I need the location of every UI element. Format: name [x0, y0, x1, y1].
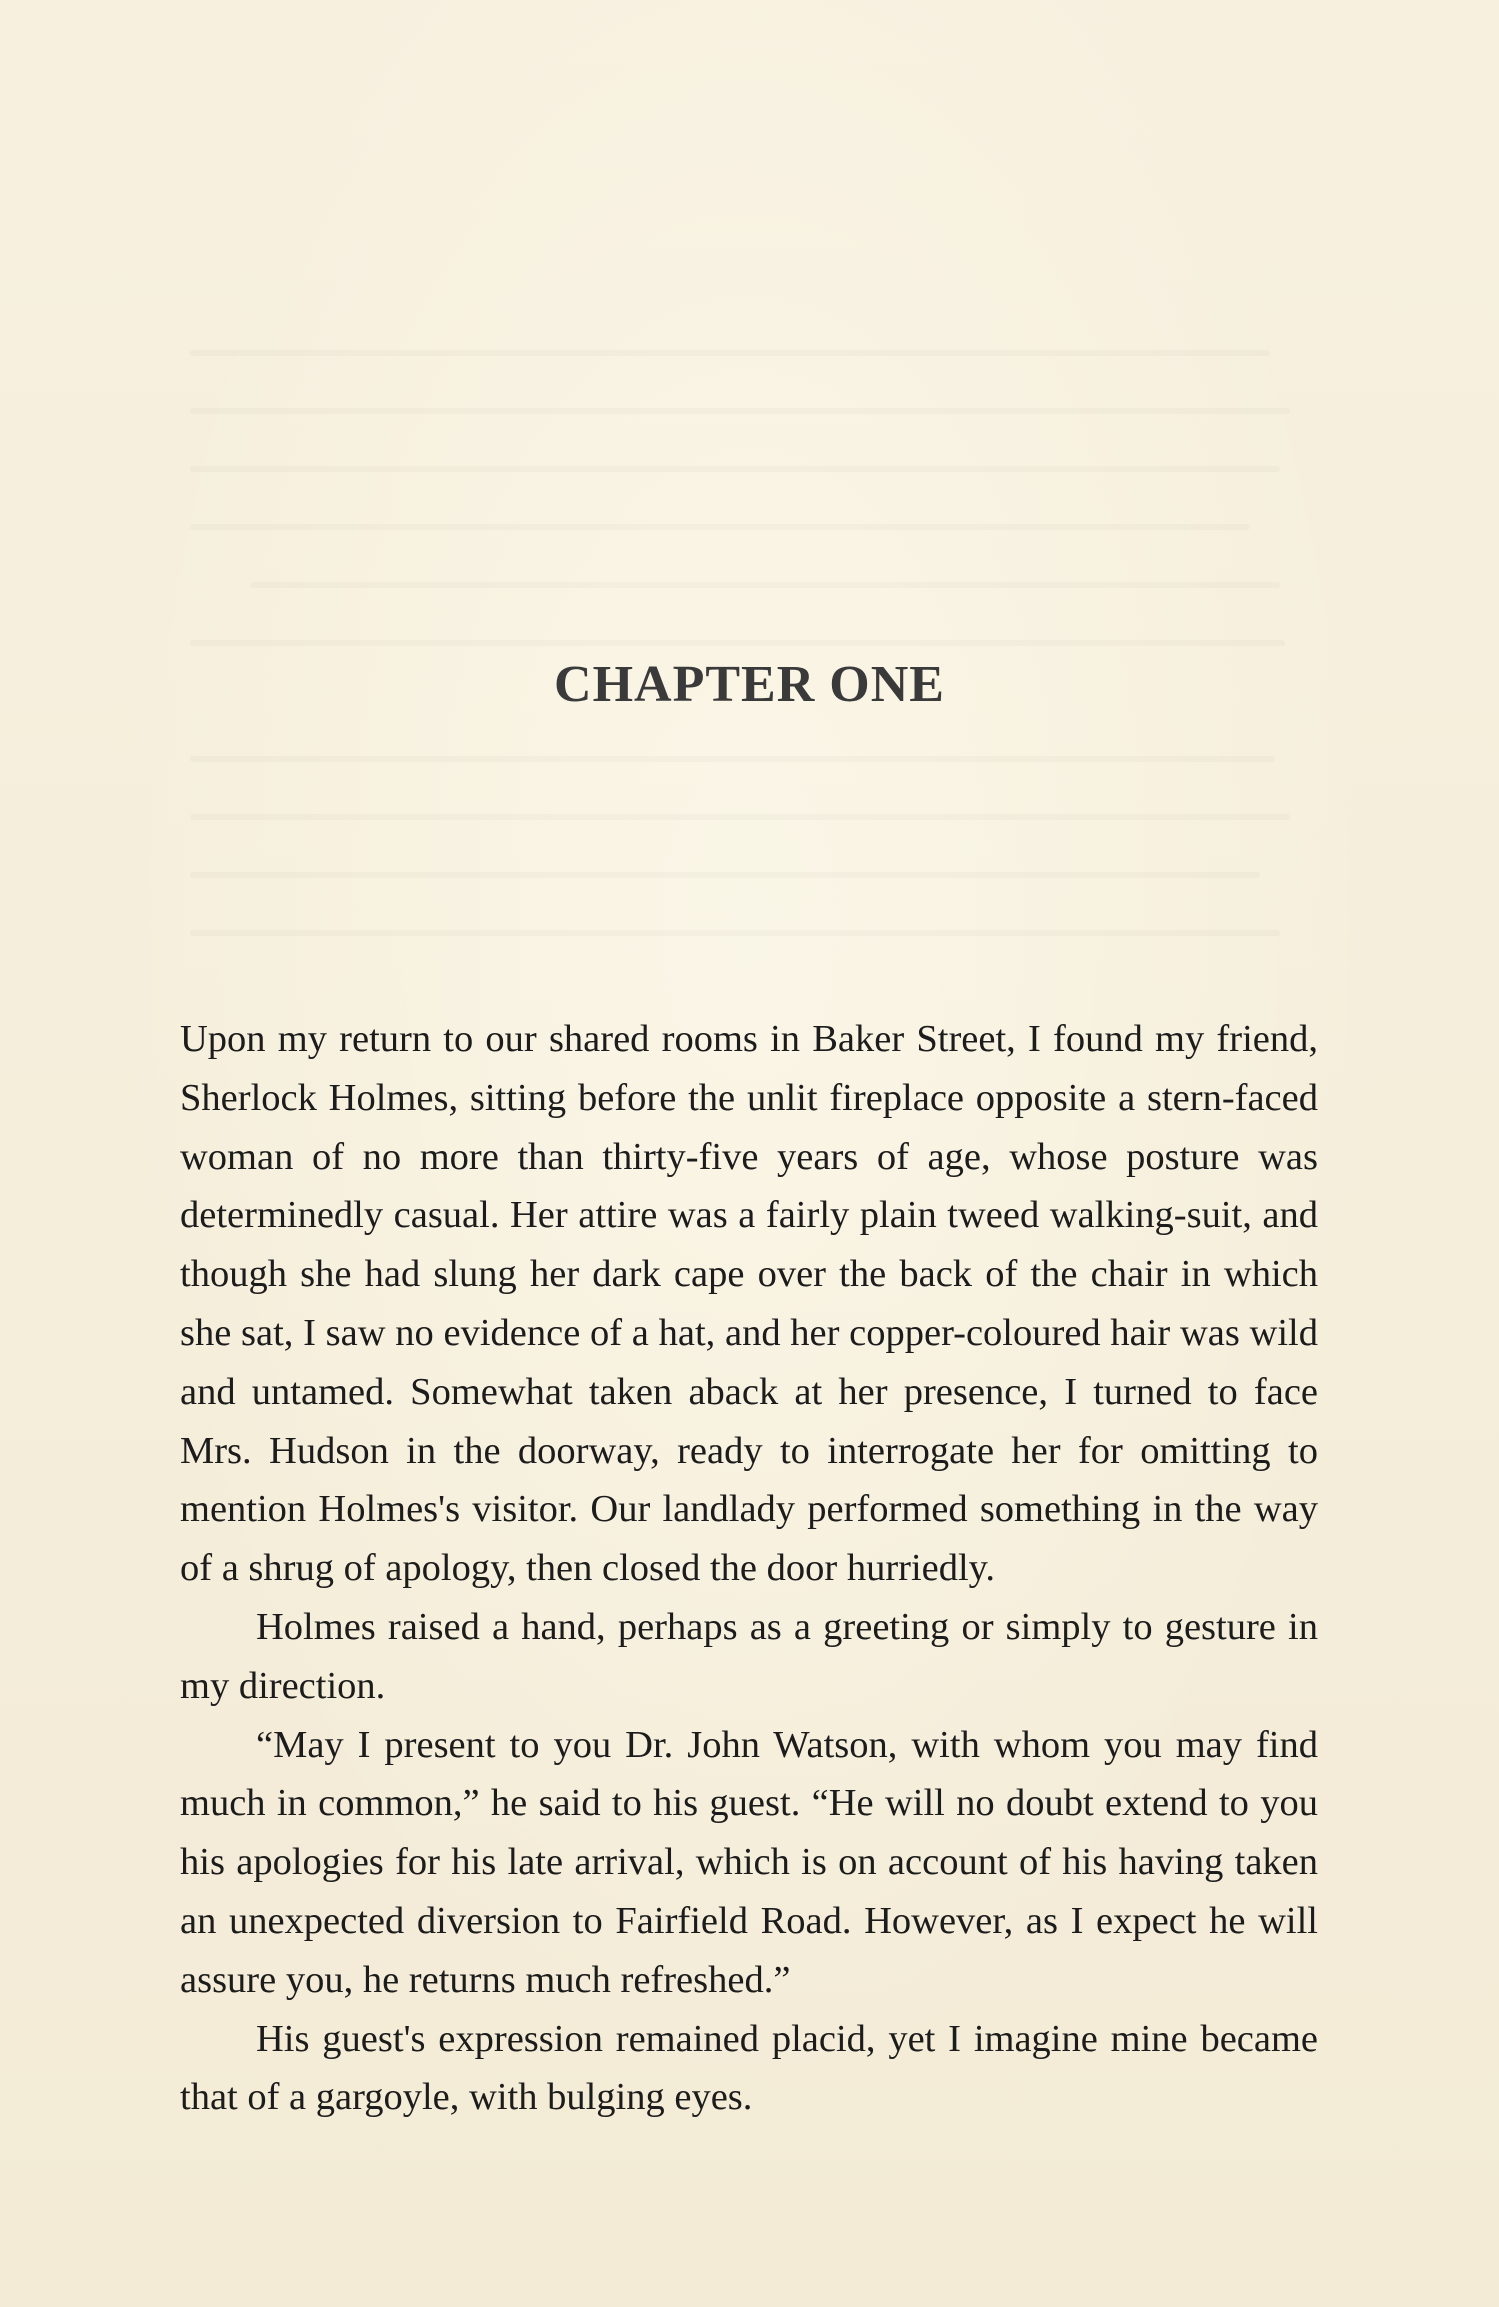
show-through-line: [190, 408, 1290, 414]
show-through-line: [190, 872, 1260, 878]
show-through-line: [250, 582, 1280, 588]
show-through-line: [190, 466, 1280, 472]
show-through-line: [190, 350, 1270, 356]
paragraph: Holmes raised a hand, perhaps as a greeting or simply to gesture in my direction.: [180, 1605, 1318, 1707]
show-through-line: [190, 640, 1285, 646]
chapter-body: [180, 1010, 1318, 2127]
paragraph: “May I present to you Dr. John Watson, with whom you may find much in common,” he said to his guest. “He will no doubt extend to you his apologies for his late arrival, which is on account of his having taken an unexpected diversion to Fairfield Road. However, as I expect he will assure you, he returns much refreshed.”: [180, 1723, 1318, 2001]
chapter-title: CHAPTER ONE: [554, 656, 945, 713]
paragraph: His guest's expression remained placid, yet I imagine mine became that of a gargoyle, with bulging eyes.: [180, 2017, 1318, 2119]
paragraph: Upon my return to our shared rooms in Baker Street, I found my friend, Sherlock Holmes, sitting before the unlit fireplace opposite a stern-faced woman of no more than thirty-five years of age, whose posture was determinedly casual. Her attire was a fairly plain tweed walking-suit, and though she had slung her dark cape over the back of the chair in which she sat, I saw no evidence of a hat, and her copper-coloured hair was wild and untamed. Somewhat taken aback at her presence, I turned to face Mrs. Hudson in the doorway, ready to interrogate her for omitting to mention Holmes's visitor. Our landlady performed something in the way of a shrug of apology, then closed the door hurriedly.: [180, 1018, 1318, 1590]
show-through-line: [190, 756, 1275, 762]
show-through-line: [190, 814, 1290, 820]
show-through-line: [190, 524, 1250, 530]
show-through-line: [190, 930, 1280, 936]
